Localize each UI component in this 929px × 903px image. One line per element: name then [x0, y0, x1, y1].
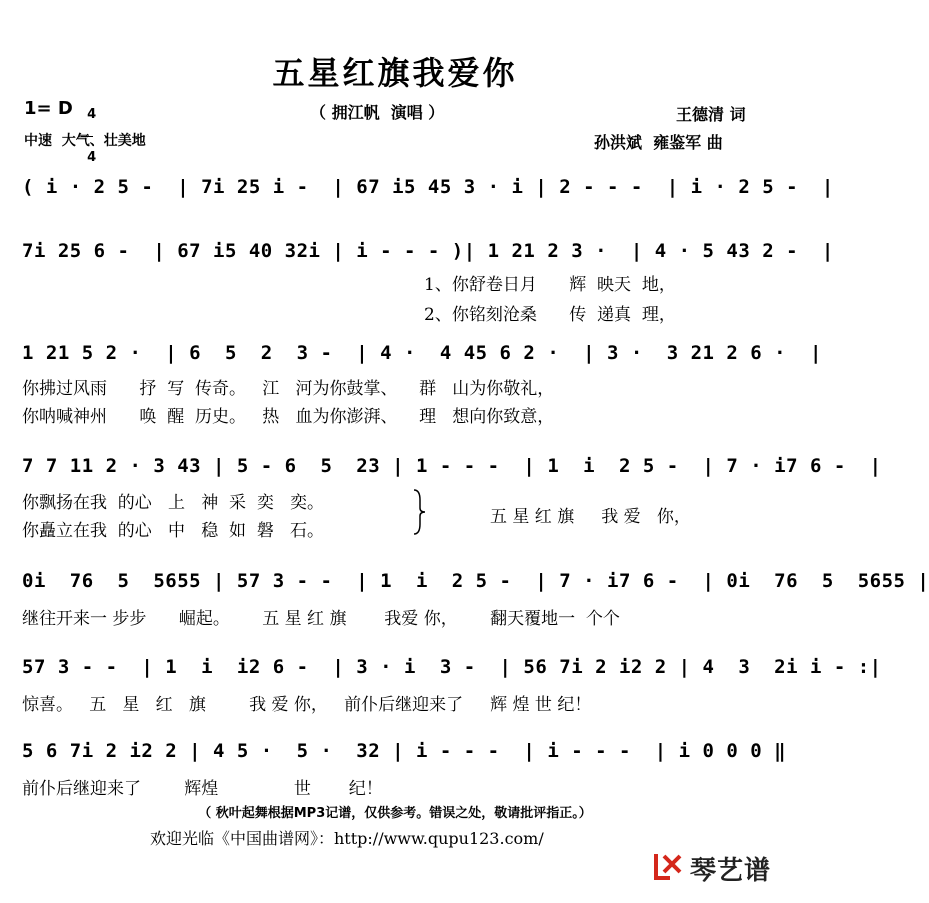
logo-text: 琴艺谱	[690, 856, 772, 886]
lyric-verse2-line2: 你呐喊神州 唤 醒 历史。 热 血为你澎湃、 理 想向你致意，	[22, 407, 555, 427]
lyric-verse1-line1: 1、你舒卷日月 辉 映天 地，	[424, 275, 676, 295]
score-row-4: 7 7 11 2 · 3 43 | 5 - 6 5 23 | 1 - - - | 1 i 2 5 - | 7 · i7 6 - |	[22, 455, 882, 477]
score-row-7: 5 6 7i 2 i2 2 | 4 5 · 5 · 32 | i - - - | i - - - | i 0 0 0 ‖	[22, 740, 787, 762]
site-logo	[650, 846, 785, 886]
tempo-marking: 中速 大气、壮美地	[24, 133, 146, 149]
composer-credit: 孙洪斌 雍鉴军 曲	[594, 133, 723, 152]
lyric-verse1-line2: 你拂过风雨 抒 写 传奇。 江 河为你鼓掌、 群 山为你敬礼，	[22, 379, 555, 399]
transcription-note: （ 秋叶起舞根据MP3记谱，仅供参考。错误之处，敬请批评指正。）	[198, 806, 592, 821]
lyric-verse1-line3: 你飘扬在我 的心 上 神 采 奕 奕。	[22, 493, 325, 513]
score-row-3: 1 21 5 2 · | 6 5 2 3 - | 4 · 4 45 6 2 · | 3 · 3 21 2 6 · |	[22, 342, 822, 364]
score-row-6: 57 3 - - | 1 i i2 6 - | 3 · i 3 - | 56 7i 2 i2 2 | 4 3 2i i - :|	[22, 656, 882, 678]
lyric-verse2-line3: 你矗立在我 的心 中 稳 如 磐 石。	[22, 521, 325, 541]
singer-credit: （ 拥江帆 演唱 ）	[310, 103, 445, 122]
meter-top: 4	[87, 107, 97, 122]
lyric-refrain-a: 五 星 红 旗 我 爱 你，	[490, 507, 691, 527]
lyric-verse2-line1: 2、你铭刻沧桑 传 递真 理，	[424, 305, 676, 325]
verse-brace	[412, 488, 428, 536]
score-row-1: ( i · 2 5 - | 7i 25 i - | 67 i5 45 3 · i | 2 - - - | i · 2 5 - |	[22, 176, 834, 198]
site-credit: 欢迎光临《中国曲谱网》：http://www.qupu123.com/	[150, 829, 544, 848]
lyric-line-4: 继往开来一 步步 崛起。 五 星 红 旗 我爱 你， 翻天覆地一 个个	[22, 609, 620, 629]
logo-mark-icon	[650, 848, 688, 884]
lyric-line-6: 前仆后继迎来了 辉煌 世 纪！	[22, 779, 383, 799]
key-signature: 1= D	[24, 98, 73, 119]
lyric-line-5: 惊喜。 五 星 红 旗 我 爱 你， 前仆后继迎来了 辉 煌 世 纪！	[22, 695, 592, 715]
lyricist-credit: 王德清 词	[676, 105, 746, 124]
song-title: 五星红旗我爱你	[272, 54, 518, 92]
score-row-2: 7i 25 6 - | 67 i5 40 32i | i - - - )| 1 21 2 3 · | 4 · 5 43 2 - |	[22, 240, 834, 262]
score-row-5: 0i 76 5 5655 | 57 3 - - | 1 i 2 5 - | 7 · i7 6 - | 0i 76 5 5655 |	[22, 570, 929, 592]
meter-bottom: 4	[87, 150, 97, 165]
